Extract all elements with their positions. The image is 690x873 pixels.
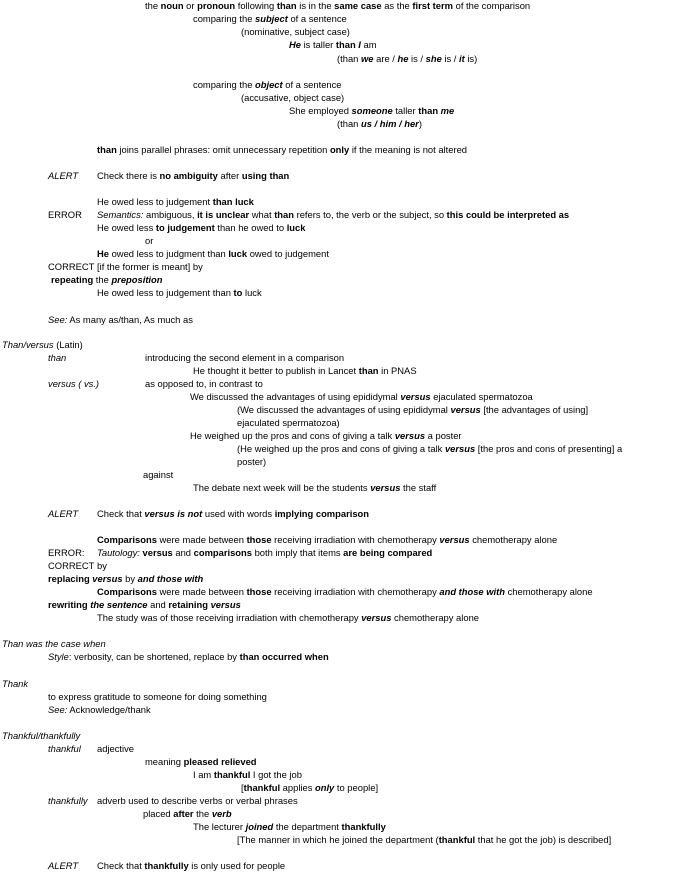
text-run: [ [241,782,244,793]
text-run: and those with [137,573,204,584]
text-line [48,170,78,182]
text-run: CORRECT [48,560,95,571]
text-run: someone [351,105,393,116]
text-run: of a sentence [287,13,347,24]
text-line [48,599,241,611]
text-run: (nominative, subject case) [241,26,350,37]
text-run: Thank [2,678,29,689]
text-run: retaining [168,599,211,610]
text-line [48,547,84,559]
text-run: Check that [97,860,145,871]
text-run: same case [334,0,382,11]
text-run: luck [286,222,306,233]
text-run: using than [241,170,290,181]
text-run: it is unclear [197,209,250,220]
text-line [48,704,151,716]
text-run: than he owed to [214,222,287,233]
text-run: versus is not [144,508,203,519]
text-run: first term [412,0,453,11]
text-run: am [360,39,377,50]
text-run: introducing the second element in a comparison [145,352,345,363]
text-line [241,782,378,794]
text-run: object [255,79,283,90]
text-run: receiving irradiation with chemotherapy [271,586,440,597]
text-run: Style [48,651,69,662]
text-run: He [289,39,301,50]
text-run: a poster [425,430,462,441]
text-line [97,170,289,182]
text-line [143,469,173,481]
text-run: that he got the job) is described] [475,834,612,845]
text-run: Check that [97,508,145,519]
text-run: or [145,235,154,246]
text-run: as opposed to, in contrast to [145,378,263,389]
text-run: is / [408,53,426,64]
text-run: (He weighed up the pros and cons of giving a talk [237,443,445,454]
text-run: after [217,170,242,181]
text-run: See: [48,704,68,715]
text-run: [the pros and cons of presenting] a [475,443,623,454]
text-run: preposition [111,274,163,285]
text-run: chemotherapy alone [505,586,593,597]
text-run: adjective [97,743,135,754]
text-line [97,222,305,234]
text-line [48,651,329,663]
text-run: versus [210,599,241,610]
text-run: than [276,0,297,11]
text-run: those [246,586,272,597]
text-run: to express gratitude to someone for doing something [48,691,267,702]
text-line [48,860,78,872]
text-run: and [147,599,169,610]
text-run: subject [255,13,288,24]
text-run: versus [439,534,470,545]
text-run: He owed less to judgement [97,196,213,207]
text-run: comparisons [193,547,252,558]
text-run: poster) [237,456,267,467]
text-line [48,352,66,364]
text-run: Check there is [97,170,160,181]
text-run: ALERT [48,508,79,519]
text-run: versus [370,482,401,493]
text-run: verb [211,808,232,819]
text-run: I am [193,769,214,780]
text-line [190,391,533,403]
text-run: by [122,573,138,584]
text-run: if the meaning is not altered [349,144,467,155]
text-line [193,79,342,91]
text-line [237,443,622,455]
text-run: versus [444,443,476,454]
text-run: owed less to judgment than [108,248,229,259]
text-run: me [440,105,455,116]
text-line [48,560,94,572]
text-run: pleased relieved [183,756,257,767]
text-run: this could be interpreted as [446,209,570,220]
text-run: us / him / her [360,118,419,129]
text-run: what [249,209,275,220]
text-line [145,0,530,12]
text-run: Than was the case when [2,638,106,649]
text-run: [the advantages of using] [480,404,589,415]
text-run: I got the job [250,769,302,780]
text-run: : verbosity, can be shortened, replace by [68,651,240,662]
text-run: joined [245,821,274,832]
text-line [97,248,329,260]
text-run: placed [143,808,174,819]
text-line [97,144,467,156]
text-run: rewriting [48,599,91,610]
text-line [2,339,83,351]
text-run: taller [392,105,419,116]
text-line [97,209,569,221]
text-run: He [97,248,109,259]
text-run: He thought it better to publish in Lancet [193,365,359,376]
text-line [193,821,386,833]
text-line [190,430,462,442]
text-run: luck [242,287,262,298]
text-line [97,586,593,598]
text-line [237,417,340,429]
text-run: The debate next week will be the students [193,482,371,493]
text-run: (accusative, object case) [241,92,345,103]
text-run: owed to judgement [247,248,329,259]
text-line [237,456,266,468]
text-line [237,834,611,846]
text-run: Comparisons [97,586,157,597]
text-run: replacing [48,573,93,584]
text-run: than [418,105,441,116]
text-run: it [458,53,465,64]
text-run: after [173,808,194,819]
text-run: Thankful/thankfully [2,730,81,741]
text-line [289,105,454,117]
text-run: than luck [212,196,254,207]
text-run: versus [142,547,173,558]
text-run: chemotherapy alone [391,612,479,623]
text-run: meaning [145,756,184,767]
text-run: repeating [51,274,94,285]
text-run: or [183,0,198,11]
text-line [48,508,78,520]
text-run: ambiguous, [143,209,198,220]
text-run: (Latin) [53,339,83,350]
text-run: The lecturer [193,821,246,832]
text-run: were made between [156,586,247,597]
text-run: thankful [438,834,476,845]
text-run: The study was of those receiving irradiation with chemotherapy [97,612,362,623]
text-line [48,573,203,585]
text-line [48,743,81,755]
text-run: are being compared [343,547,433,558]
text-run: ERROR [48,209,82,220]
text-line [145,235,153,247]
text-run: only [315,782,335,793]
text-run: only [329,144,350,155]
text-run: thankful [213,769,251,780]
text-run: joins parallel phrases: omit unnecessary repetition [116,144,330,155]
text-run: is / [441,53,459,64]
text-run: thankful [243,782,281,793]
text-run: the staff [400,482,437,493]
text-line [97,860,285,872]
text-run: the sentence [90,599,148,610]
text-run: than [274,209,294,220]
text-run: following [235,0,277,11]
text-run: than [358,365,379,376]
text-run: versus [92,573,123,584]
text-line [337,53,477,65]
text-run: she [425,53,442,64]
text-run: I [358,39,361,50]
text-run: of the comparison [453,0,531,11]
text-run: versus [400,391,431,402]
text-run: and [172,547,194,558]
text-line [51,274,163,286]
text-line [48,378,99,390]
text-line [193,769,302,781]
text-line [97,196,254,208]
text-run: are / [373,53,398,64]
text-run: to judgement [155,222,215,233]
text-run: versus [450,404,481,415]
text-run: versus [361,612,392,623]
text-line [48,209,82,221]
text-run: ALERT [48,860,79,871]
text-run: comparing the [193,13,256,24]
text-run: He owed less [97,222,156,233]
text-run: the [93,274,112,285]
text-run: ERROR: [48,547,85,558]
text-line [145,378,263,390]
text-run: against [143,469,174,480]
text-line [241,92,344,104]
text-run: [if the former is meant] by [97,261,203,272]
text-run: applies [280,782,315,793]
text-run: the department [273,821,342,832]
text-line [2,730,80,742]
text-line [143,808,232,820]
text-line [97,261,203,273]
text-run: than [335,39,359,50]
text-run: comparing the [193,79,256,90]
text-run: He weighed up the pros and cons of giving a talk [190,430,395,441]
text-run: Semantics: [97,209,144,220]
text-run: Than/versus [2,339,54,350]
text-run: chemotherapy alone [469,534,558,545]
text-run: versus [394,430,426,441]
text-run: and those with [439,586,505,597]
text-line [2,638,106,650]
text-run: (than [337,53,361,64]
text-run: noun [160,0,184,11]
text-run: ) [418,118,422,129]
text-run: the [193,808,212,819]
text-run: than [97,144,117,155]
text-run: to [233,287,243,298]
text-run: used with words [202,508,275,519]
text-line [145,352,344,364]
text-run: Tautology: [97,547,140,558]
text-run: See: [48,314,68,325]
text-line [97,534,557,546]
text-run: versus ( vs.) [48,378,100,389]
text-line [48,691,267,703]
text-line [97,547,432,559]
text-run: the [145,0,161,11]
text-run: She employed [289,105,352,116]
text-run: pronoun [197,0,236,11]
text-line [193,482,436,494]
text-line [97,743,134,755]
text-line [2,678,28,690]
text-run: ejaculated spermatozoa) [237,417,340,428]
text-run: implying comparison [274,508,369,519]
text-run: We discussed the advantages of using epididymal [190,391,401,402]
text-run: those [246,534,272,545]
text-run: is only used for people [188,860,286,871]
text-run: thankfully [144,860,189,871]
text-line [97,612,479,624]
text-run: refers to, the verb or the subject, so [293,209,447,220]
text-line [241,26,350,38]
text-run: no ambiguity [159,170,218,181]
text-run: ALERT [48,170,79,181]
text-run: (We discussed the advantages of using epididymal [237,404,451,415]
text-run: thankful [48,743,81,754]
text-run: As many as/than, As much as [67,314,193,325]
text-run: He owed less to judgement than [97,287,234,298]
text-run: [The manner in which he joined the department ( [237,834,439,845]
text-line [48,795,88,807]
text-line [48,314,193,326]
text-line [337,118,422,130]
text-run: (than [337,118,361,129]
text-line [145,756,257,768]
text-run: Comparisons [97,534,157,545]
text-line [97,560,107,572]
text-run: luck [228,248,248,259]
text-run: he [397,53,409,64]
text-run: to people] [334,782,379,793]
text-line [48,261,94,273]
text-run: than occurred when [239,651,329,662]
text-run: ejaculated spermatozoa [430,391,533,402]
text-run: is taller [300,39,336,50]
text-run: we [360,53,374,64]
text-run: receiving irradiation with chemotherapy [271,534,440,545]
text-run: is) [464,53,478,64]
text-run: were made between [156,534,247,545]
text-run: CORRECT [48,261,95,272]
text-run: both imply that items [251,547,344,558]
text-run: by [97,560,107,571]
text-line [97,795,298,807]
text-run: as the [381,0,413,11]
text-line [289,39,377,51]
text-run: in PNAS [378,365,417,376]
text-line [237,404,588,416]
text-run: Acknowledge/thank [67,704,151,715]
text-line [97,287,262,299]
text-run: thankfully [48,795,88,806]
text-run: adverb used to describe verbs or verbal phrases [97,795,298,806]
text-line [193,13,347,25]
text-line [193,365,417,377]
text-run: thankfully [341,821,386,832]
text-line [97,508,369,520]
text-run: than [48,352,67,363]
text-run: is in the [296,0,335,11]
text-run: of a sentence [282,79,342,90]
